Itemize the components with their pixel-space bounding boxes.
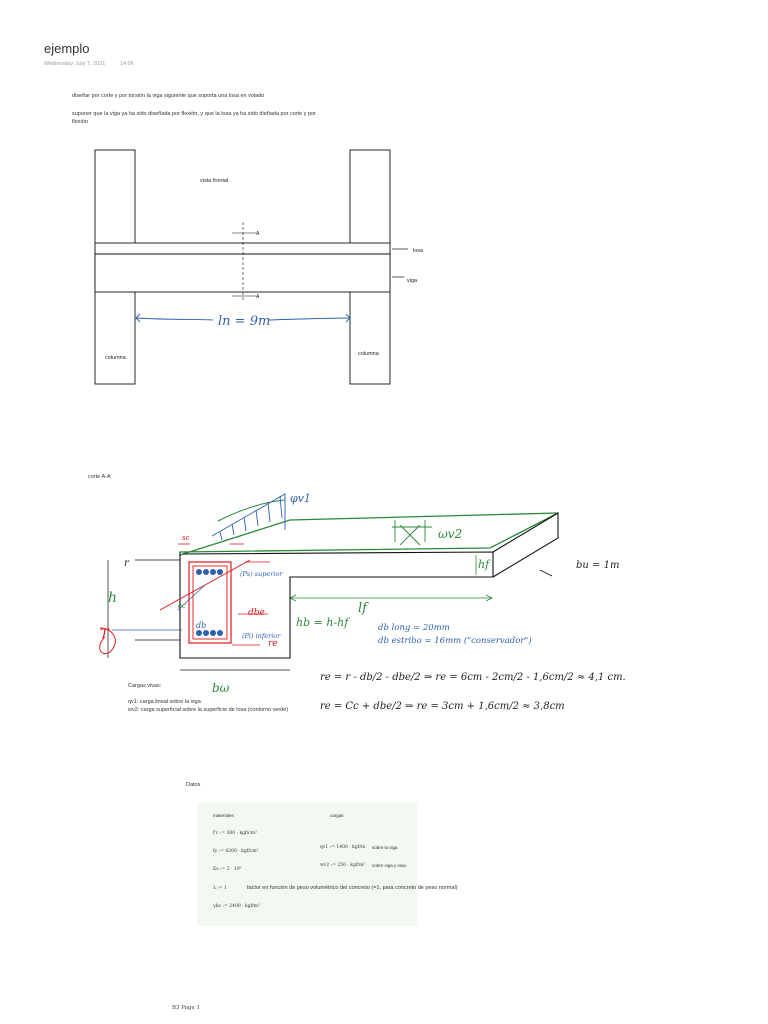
db-label: db (196, 621, 207, 630)
phi-v1-label: φv1 (290, 492, 311, 505)
materiales-heading: materiales (213, 813, 234, 818)
cross-section-diagram (0, 480, 768, 710)
section-mark-top: A (256, 231, 260, 237)
cargas-title: Cargas vivas: (128, 683, 162, 689)
columna-left-label: columna (105, 355, 126, 361)
datos-title: Datos (186, 782, 201, 788)
torsion-label: T (100, 627, 109, 642)
cargas-qv1: qv1: carga lineal sobre la viga (128, 699, 201, 705)
re-equation-2: re = Cc + dbe/2 ⇒ re = 3cm + 1,6cm/2 ≈ 3,8cm (320, 701, 565, 710)
cc-label: cc (178, 602, 186, 610)
beam-rect (95, 243, 390, 292)
lambda-value: λ := 1 (213, 886, 227, 891)
wv2-description: sobre viga y losa (372, 863, 406, 868)
es-value: Es := 2 · 10⁶ (213, 867, 242, 872)
sc-label: sc (182, 534, 190, 542)
qv1-description: sobre la viga (372, 845, 398, 850)
page-time: 14:06 (120, 61, 134, 67)
fc-value: f'c := 300 · kgf/cm² (213, 831, 257, 836)
wv2-value: wv2 := 250 · kgf/m² (320, 863, 366, 868)
frontal-title: vista frontal (200, 178, 229, 184)
losa-label: losa (413, 248, 424, 254)
qv1-value: qv1 := 1400 · kgf/m (320, 845, 366, 850)
datos-panel (197, 803, 458, 926)
hb-equation: hb = h-hf (296, 616, 349, 629)
statement-line-3: flexión (72, 119, 88, 125)
r-label: r (124, 558, 129, 569)
re-label: re (268, 639, 278, 649)
wv2-label: ωv2 (438, 527, 463, 541)
bottom-rebars (196, 630, 223, 636)
re-equation-1: re = r - db/2 - dbe/2 ⇒ re = 6cm - 2cm/2 - 1,6cm/2 ≈ 4,1 cm. (320, 672, 626, 683)
cargas-wv2: wv2: carga superficial sobre la superficie de losa (contorno verde) (128, 707, 289, 713)
db-long-label: db long = 20mm (378, 623, 450, 633)
h-label: h (108, 590, 118, 606)
lf-label: lf (358, 601, 367, 616)
dbe-label: dbe (248, 608, 265, 618)
lambda-description: factor en función de peso volumétrico del concreto (=1, para concreto de peso normal) (247, 885, 458, 891)
ps-superior-label: (Ps) superior (240, 570, 283, 578)
page-footer: B3 Page 1 (172, 1005, 201, 1011)
span-label: ln = 9m (218, 314, 271, 329)
fy-value: fy := 4200 · kgf/cm² (213, 849, 259, 854)
columna-right-label: columna (358, 351, 379, 357)
bw-label: bω (212, 681, 230, 695)
bu-label: bu = 1m (576, 560, 620, 571)
page-date: Wednesday, July 7, 2021 (44, 61, 106, 67)
corte-title: corte A-A (88, 474, 111, 480)
db-estribo-label: db estribo = 16mm ("conservador") (378, 636, 532, 646)
section-mark-bottom: A (256, 294, 260, 300)
gamma-value: γhc := 2400 · kgf/m³ (213, 904, 260, 909)
cargas-heading: cargas (330, 813, 344, 818)
hf-label: hf (478, 558, 490, 571)
top-rebars (196, 569, 223, 575)
page-title: ejemplo (44, 41, 90, 56)
statement-line-2: suponer que la viga ya ha sido diseñada por flexión, y que la losa ya ha sido dieñada por corte y por (72, 111, 316, 117)
viga-label: viga (407, 278, 418, 284)
statement-line-1: diseñar por corte y por torsión la viga siguiente que soporta una losa en volado (72, 93, 265, 99)
frontal-view-diagram (0, 0, 768, 420)
pi-inferior-label: (Pi) inferior (242, 632, 281, 640)
